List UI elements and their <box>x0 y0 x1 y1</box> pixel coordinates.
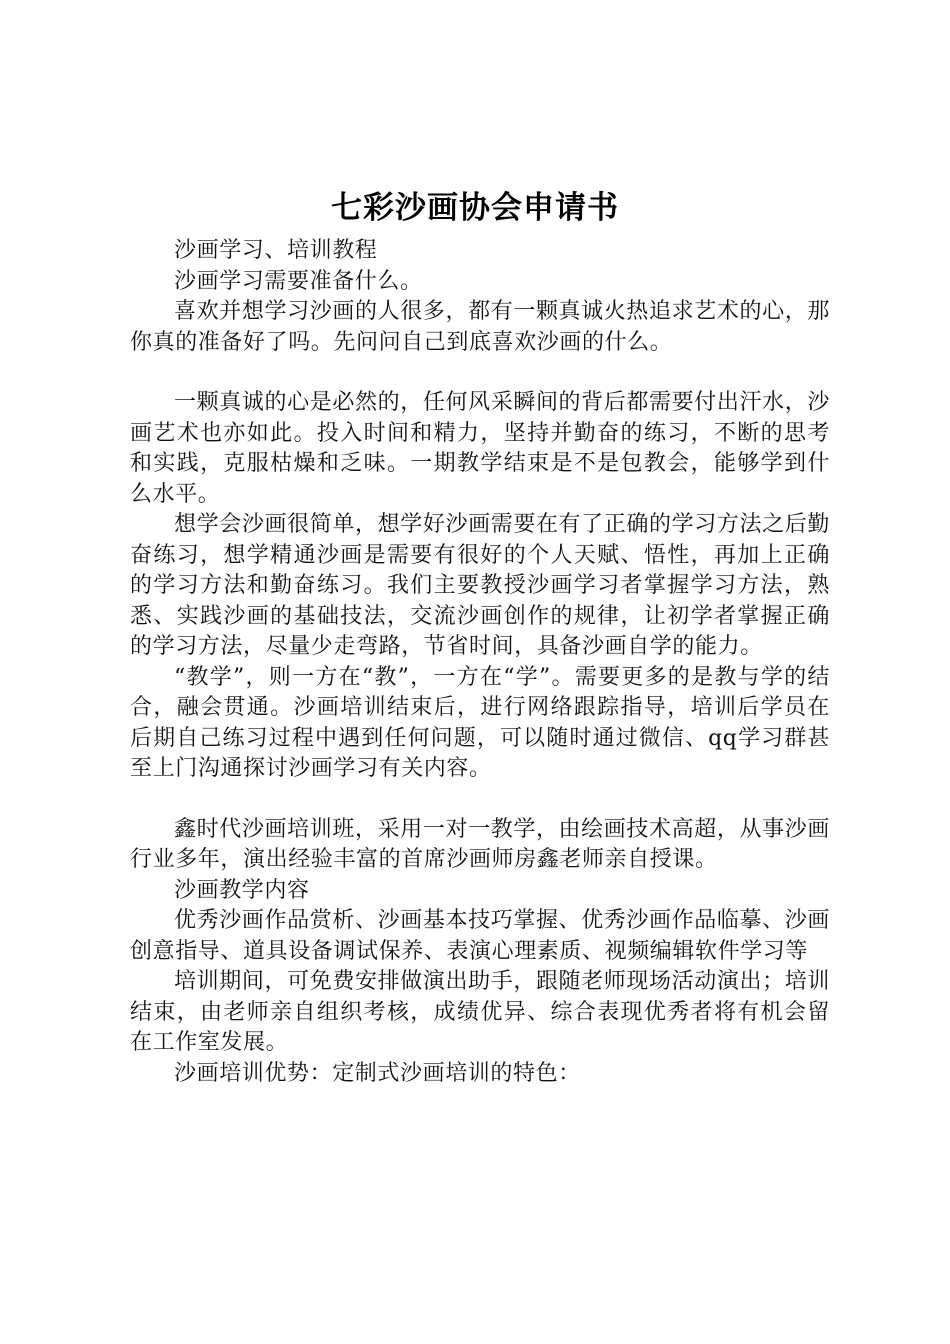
paragraph-teaching: “教学”，则一方在“教”，一方在“学”。需要更多的是教与学的结合，融会贯通。沙画培训结束后，进行网络跟踪指导，培训后学员在后期自己练习过程中遇到任何问题，可以随时通过微信、qq学习群甚至上门沟通探讨沙画学习有关内容。 <box>130 664 830 781</box>
paragraph-preparation-question: 沙画学习需要准备什么。 <box>174 268 423 294</box>
paragraph-learning-method: 想学会沙画很简单，想学好沙画需要在有了正确的学习方法之后勤奋练习，想学精通沙画是需要有很好的个人天赋、悟性，再加上正确的学习方法和勤奋练习。我们主要教授沙画学习者掌握学习方法，熟悉、实践沙画的基础技法，交流沙画创作的规律，让初学者掌握正确的学习方法，尽量少走弯路，节省时间，具备沙画自学的能力。 <box>130 512 830 659</box>
document-body <box>130 236 830 1089</box>
paragraph-advantages: 沙画培训优势：定制式沙画培训的特色： <box>174 1060 581 1086</box>
paragraph-training-class: 鑫时代沙画培训班，采用一对一教学，由绘画技术高超，从事沙画行业多年，演出经验丰富的首席沙画师房鑫老师亲自授课。 <box>130 816 830 872</box>
paragraph-training-period: 培训期间，可免费安排做演出助手，跟随老师现场活动演出；培训结束，由老师亲自组织考核，成绩优异、综合表现优秀者将有机会留在工作室发展。 <box>130 969 830 1055</box>
document-title: 七彩沙画协会申请书 <box>331 190 619 226</box>
paragraph-passion: 喜欢并想学习沙画的人很多，都有一颗真诚火热追求艺术的心，那你真的准备好了吗。先问问自己到底喜欢沙画的什么。 <box>130 299 830 355</box>
paragraph-content-list: 优秀沙画作品赏析、沙画基本技巧掌握、优秀沙画作品临摹、沙画创意指导、道具设备调试保养、表演心理素质、视频编辑软件学习等 <box>130 908 830 964</box>
paragraph-content-heading: 沙画教学内容 <box>174 877 310 903</box>
paragraph-course-heading: 沙画学习、培训教程 <box>174 238 378 263</box>
paragraph-sincere-heart: 一颗真诚的心是必然的，任何风采瞬间的背后都需要付出汗水，沙画艺术也亦如此。投入时间和精力，坚持并勤奋的练习，不断的思考和实践，克服枯燥和乏味。一期教学结束是不是包教会，能够学到什么水平。 <box>130 390 830 507</box>
